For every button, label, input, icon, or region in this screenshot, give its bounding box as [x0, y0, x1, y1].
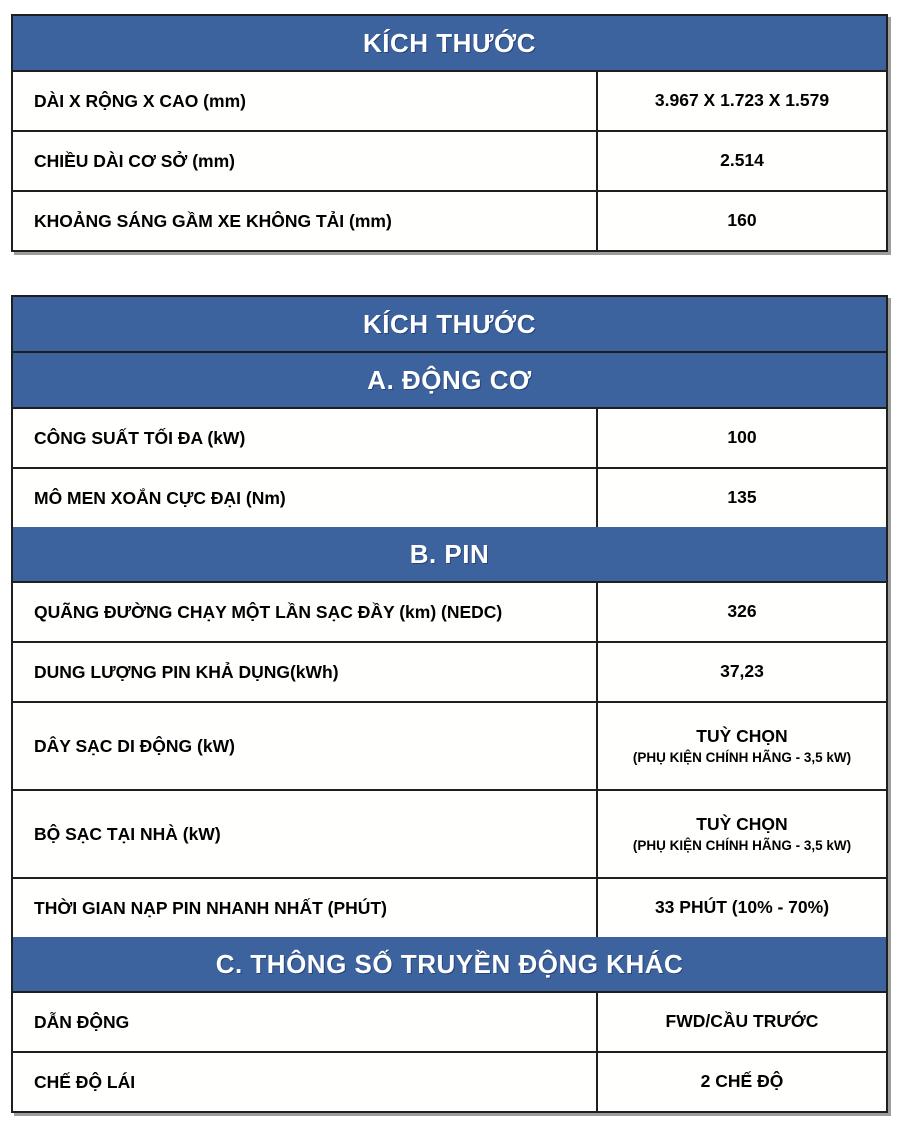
- table-row: [13, 407, 886, 467]
- section-header-engine: A. ĐỘNG CƠ: [13, 351, 886, 407]
- dimensions-table-title: KÍCH THƯỚC: [13, 16, 886, 70]
- spec-label: DÀI X RỘNG X CAO (mm): [34, 90, 246, 111]
- spec-value-note: (PHỤ KIỆN CHÍNH HÃNG - 3,5 kW): [632, 750, 852, 766]
- spec-label: BỘ SẠC TẠI NHÀ (kW): [34, 823, 221, 844]
- spec-value: [596, 791, 886, 877]
- table-row: [13, 641, 886, 701]
- spec-value: 3.967 X 1.723 X 1.579: [596, 72, 886, 130]
- table-row: [13, 789, 886, 877]
- spec-label: DẪN ĐỘNG: [34, 1011, 130, 1032]
- spec-value: 160: [596, 192, 886, 250]
- spec-value-main: TUỲ CHỌN: [696, 813, 788, 834]
- dimensions-table: [11, 14, 888, 252]
- spec-value: 2.514: [596, 132, 886, 190]
- powertrain-table: [11, 295, 888, 1113]
- table-row: [13, 581, 886, 641]
- spec-value: 326: [596, 583, 886, 641]
- spec-value: 33 PHÚT (10% - 70%): [596, 879, 886, 937]
- spec-value: FWD/CẦU TRƯỚC: [596, 993, 886, 1051]
- table-row: [13, 991, 886, 1051]
- spec-value: 135: [596, 469, 886, 527]
- spec-label: CÔNG SUẤT TỐI ĐA (kW): [34, 427, 246, 448]
- spec-label: KHOẢNG SÁNG GẦM XE KHÔNG TẢI (mm): [34, 210, 392, 231]
- section-header-drivetrain: C. THÔNG SỐ TRUYỀN ĐỘNG KHÁC: [13, 937, 886, 991]
- spec-value: 2 CHẾ ĐỘ: [596, 1053, 886, 1111]
- table-row: [13, 130, 886, 190]
- spec-value-main: TUỲ CHỌN: [696, 725, 788, 746]
- spec-label: QUÃNG ĐƯỜNG CHẠY MỘT LẦN SẠC ĐẦY (km) (NEDC): [34, 601, 503, 622]
- section-header-battery: B. PIN: [13, 527, 886, 581]
- spec-label: DUNG LƯỢNG PIN KHẢ DỤNG(kWh): [34, 661, 339, 682]
- spec-value: 37,23: [596, 643, 886, 701]
- table-row: [13, 1051, 886, 1111]
- spec-label: THỜI GIAN NẠP PIN NHANH NHẤT (PHÚT): [34, 897, 387, 918]
- spec-label: CHIỀU DÀI CƠ SỞ (mm): [34, 150, 235, 171]
- spec-value: [596, 703, 886, 789]
- powertrain-table-title: KÍCH THƯỚC: [13, 297, 886, 351]
- table-row: [13, 701, 886, 789]
- spec-label: CHẾ ĐỘ LÁI: [34, 1071, 136, 1092]
- spec-label: DÂY SẠC DI ĐỘNG (kW): [34, 735, 235, 756]
- spec-value: 100: [596, 409, 886, 467]
- table-row: [13, 467, 886, 527]
- spec-label: MÔ MEN XOẮN CỰC ĐẠI (Nm): [34, 487, 286, 508]
- table-row: [13, 190, 886, 250]
- table-row: [13, 70, 886, 130]
- spec-value-note: (PHỤ KIỆN CHÍNH HÃNG - 3,5 kW): [632, 838, 852, 854]
- table-row: [13, 877, 886, 937]
